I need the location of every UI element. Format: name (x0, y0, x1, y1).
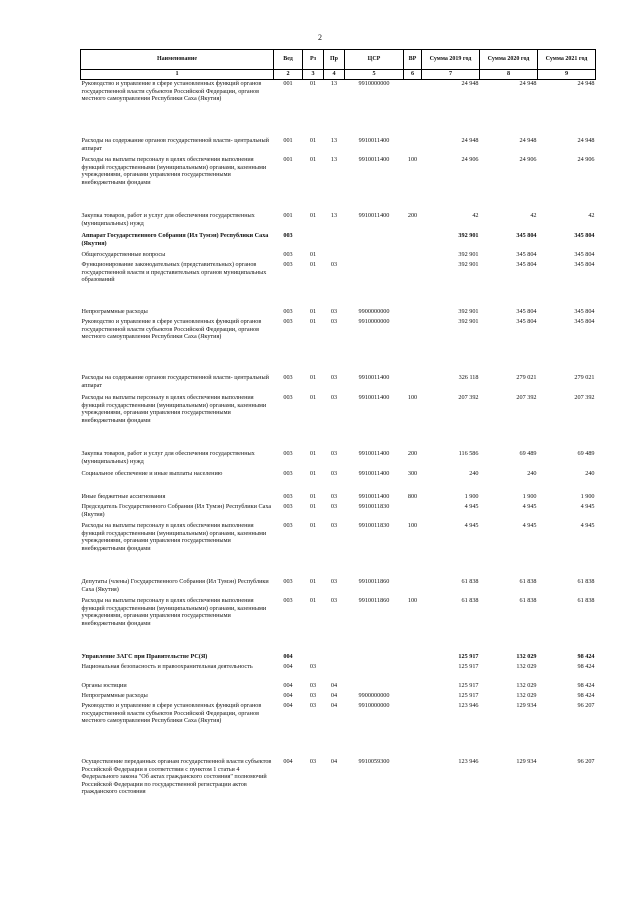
row-pr: 04 (330, 702, 338, 709)
row-vr (404, 251, 422, 261)
row-ved: 004 (283, 653, 293, 660)
row-rz: 03 (309, 692, 317, 699)
row-ved: 003 (283, 308, 293, 315)
column-number: 6 (404, 70, 422, 80)
row-sum-2019: 24 906 (461, 156, 479, 163)
row-ved: 004 (283, 692, 293, 699)
row-pr: 03 (330, 597, 338, 604)
row-pr: 13 (330, 137, 338, 144)
row-name: Закупка товаров, работ и услуг для обеспечения государственных (муниципальных) нужд (81, 212, 255, 227)
row-vr (404, 758, 422, 824)
row-sum-2021: 1 900 (580, 493, 595, 500)
column-number: 2 (274, 70, 303, 80)
row-sum-2019: 123 946 (458, 758, 479, 765)
row-sum-2020: 345 804 (516, 318, 537, 325)
row-name: Осуществление переданных органам государственной власти субъектов Российской Федерации в соответствии с пунктом 1 статьи 4 Федерального закона "Об актах гражданского состояния" полномочий Российской Федерации по государственной регистрации актов гражданского состояния (81, 758, 272, 796)
row-sum-2020: 132 029 (516, 653, 537, 660)
row-pr: 13 (330, 212, 338, 219)
row-rz: 01 (309, 251, 317, 258)
row-csr: 9910059300 (358, 758, 390, 765)
row-pr: 13 (330, 80, 338, 87)
row-rz: 03 (309, 682, 317, 689)
row-rz: 03 (309, 702, 317, 709)
row-pr: 03 (330, 470, 338, 477)
row-name: Непрограммные расходы (81, 692, 148, 699)
header-csr: ЦСР (345, 50, 404, 70)
row-sum-2021: 345 804 (574, 232, 595, 239)
row-vr (404, 503, 422, 522)
table-row (81, 80, 596, 138)
row-sum-2021: 61 838 (577, 597, 595, 604)
row-csr: 9910000000 (358, 318, 390, 325)
table-row (81, 318, 596, 374)
row-pr: 03 (330, 503, 338, 510)
column-number-row (81, 70, 596, 80)
table-row (81, 374, 596, 394)
page-number: 2 (318, 33, 322, 42)
row-sum-2020: 345 804 (516, 261, 537, 268)
row-sum-2020: 4 945 (522, 503, 537, 510)
row-sum-2019: 125 917 (458, 663, 479, 670)
row-ved: 001 (283, 156, 293, 163)
row-vr (404, 261, 422, 308)
row-name: Органы юстиции (81, 682, 127, 689)
row-sum-2020: 61 838 (519, 597, 537, 604)
row-ved: 003 (283, 522, 293, 529)
row-pr: 04 (330, 692, 338, 699)
row-sum-2021: 24 906 (577, 156, 595, 163)
header-rz: Рз (303, 50, 324, 70)
row-ved: 003 (283, 232, 293, 239)
row-sum-2019: 24 948 (461, 137, 479, 144)
header-sum-2019: Сумма 2019 год (422, 50, 480, 70)
header-pr: Пр (324, 50, 345, 70)
table-row (81, 663, 596, 682)
row-vr (404, 374, 422, 394)
row-csr (345, 232, 404, 251)
row-sum-2019: 125 917 (458, 692, 479, 699)
row-csr: 9910011860 (358, 597, 390, 604)
column-number: 7 (422, 70, 480, 80)
table-row (81, 261, 596, 308)
row-sum-2020: 129 934 (516, 758, 537, 765)
row-vr: 100 (407, 597, 418, 604)
row-csr: 9910011830 (358, 522, 390, 529)
row-vr (404, 232, 422, 251)
row-rz: 01 (309, 394, 317, 401)
row-name: Национальная безопасность и правоохранительная деятельность (81, 663, 253, 670)
table-row (81, 597, 596, 653)
row-sum-2021: 4 945 (580, 522, 595, 529)
row-sum-2021: 240 (585, 470, 595, 477)
row-sum-2019: 61 838 (461, 578, 479, 585)
row-pr: 03 (330, 374, 338, 381)
table-row (81, 470, 596, 493)
row-rz: 01 (309, 503, 317, 510)
row-ved: 003 (283, 578, 293, 585)
table-row (81, 578, 596, 597)
row-pr (324, 232, 345, 251)
row-sum-2020: 61 838 (519, 578, 537, 585)
row-sum-2020: 207 392 (516, 394, 537, 401)
row-sum-2020: 4 945 (522, 522, 537, 529)
row-csr (345, 261, 404, 308)
row-csr: 9910011400 (358, 450, 390, 457)
row-sum-2020: 24 948 (519, 80, 537, 87)
row-sum-2020: 69 489 (519, 450, 537, 457)
header-ved: Вед (274, 50, 303, 70)
table-row (81, 692, 596, 702)
row-vr: 800 (407, 493, 418, 500)
row-ved: 004 (283, 702, 293, 709)
table-row (81, 653, 596, 663)
table-row (81, 758, 596, 824)
row-csr: 9910011860 (358, 578, 390, 585)
row-rz: 01 (309, 318, 317, 325)
row-name: Руководство и управление в сфере установленных функций органов государственной власти субъектов Российской Федерации, органов местного самоуправления Республики Саха (Якутия) (81, 80, 262, 103)
row-rz: 01 (309, 308, 317, 315)
header-name: Наименование (81, 50, 274, 70)
row-sum-2020: 129 934 (516, 702, 537, 709)
row-rz: 01 (309, 578, 317, 585)
column-number: 3 (303, 70, 324, 80)
row-name: Председатель Государственного Собрания (Ил Тумэн) Республики Саха (Якутия) (81, 503, 272, 518)
row-sum-2021: 96 207 (577, 758, 595, 765)
row-vr (404, 702, 422, 758)
column-number: 4 (324, 70, 345, 80)
row-csr: 9910011400 (358, 493, 390, 500)
row-name: Социальное обеспечение и иные выплаты населению (81, 470, 223, 477)
row-pr (324, 653, 345, 663)
table-row (81, 522, 596, 578)
row-ved: 003 (283, 394, 293, 401)
row-sum-2021: 4 945 (580, 503, 595, 510)
row-csr (345, 251, 404, 261)
row-sum-2019: 4 945 (464, 522, 479, 529)
row-csr: 9910011400 (358, 470, 390, 477)
row-rz: 01 (309, 493, 317, 500)
row-sum-2019: 125 917 (458, 653, 479, 660)
row-name: Расходы на выплаты персоналу в целях обеспечения выполнения функций государственными (муниципальными) органами, казенными учреждениями, органами управления государственными внебюджетными фондами (81, 522, 267, 552)
row-sum-2019: 61 838 (461, 597, 479, 604)
row-sum-2019: 240 (469, 470, 479, 477)
row-csr: 9900000000 (358, 308, 390, 315)
row-name: Иные бюджетные ассигнования (81, 493, 166, 500)
row-sum-2020: 42 (530, 212, 537, 219)
row-name: Общегосударственные вопросы (81, 251, 166, 258)
column-number: 9 (538, 70, 596, 80)
row-sum-2021: 98 424 (577, 692, 595, 699)
row-vr (404, 663, 422, 682)
row-sum-2019: 24 948 (461, 80, 479, 87)
header-sum-2021: Сумма 2021 год (538, 50, 596, 70)
row-ved: 003 (283, 493, 293, 500)
row-rz: 01 (309, 597, 317, 604)
row-sum-2019: 392 901 (458, 308, 479, 315)
row-sum-2021: 69 489 (577, 450, 595, 457)
row-csr: 9900000000 (358, 692, 390, 699)
row-name: Руководство и управление в сфере установленных функций органов государственной власти субъектов Российской Федерации, органов местного самоуправления Республики Саха (Якутия) (81, 702, 262, 725)
row-name: Расходы на содержание органов государственной власти- центральный аппарат (81, 374, 269, 389)
header-row (81, 50, 596, 70)
row-pr: 04 (330, 758, 338, 765)
row-ved: 001 (283, 212, 293, 219)
table-row (81, 137, 596, 156)
row-pr: 03 (330, 308, 338, 315)
row-ved: 001 (283, 137, 293, 144)
row-rz: 01 (309, 137, 317, 144)
row-sum-2019: 42 (472, 212, 479, 219)
row-rz: 01 (309, 374, 317, 381)
row-pr (324, 251, 345, 261)
row-name: Аппарат Государственного Собрания (Ил Тумэн) Республики Саха (Якутия) (81, 232, 269, 247)
row-rz (303, 653, 324, 663)
column-number: 5 (345, 70, 404, 80)
table-row (81, 682, 596, 692)
row-ved: 003 (283, 470, 293, 477)
table-row (81, 251, 596, 261)
row-csr: 9910011400 (358, 137, 390, 144)
row-ved: 003 (283, 450, 293, 457)
row-csr: 9910011400 (358, 374, 390, 381)
row-vr: 300 (407, 470, 418, 477)
row-csr (345, 663, 404, 682)
row-sum-2020: 24 948 (519, 137, 537, 144)
table-row (81, 232, 596, 251)
column-number: 1 (81, 70, 274, 80)
row-ved: 004 (283, 682, 293, 689)
row-sum-2019: 207 392 (458, 394, 479, 401)
row-csr: 9910000000 (358, 80, 390, 87)
header-vr: ВР (404, 50, 422, 70)
row-sum-2019: 116 586 (458, 450, 479, 457)
row-pr: 03 (330, 394, 338, 401)
table-row (81, 450, 596, 470)
row-name: Непрограммные расходы (81, 308, 148, 315)
row-vr (404, 137, 422, 156)
row-sum-2021: 42 (588, 212, 595, 219)
row-csr (345, 653, 404, 663)
row-pr (324, 663, 345, 682)
row-vr: 100 (407, 522, 418, 529)
row-sum-2020: 132 029 (516, 663, 537, 670)
row-sum-2019: 392 901 (458, 232, 479, 239)
row-csr: 9910011400 (358, 394, 390, 401)
row-pr: 03 (330, 522, 338, 529)
row-pr: 03 (330, 578, 338, 585)
row-ved: 004 (283, 663, 293, 670)
row-pr: 03 (330, 318, 338, 325)
row-rz: 01 (309, 80, 317, 87)
row-rz (303, 232, 324, 251)
row-sum-2021: 24 948 (577, 137, 595, 144)
row-ved: 003 (283, 597, 293, 604)
row-pr: 03 (330, 493, 338, 500)
row-sum-2019: 392 901 (458, 261, 479, 268)
row-vr (404, 692, 422, 702)
row-vr (404, 80, 422, 138)
row-sum-2021: 207 392 (574, 394, 595, 401)
row-ved: 003 (283, 318, 293, 325)
table-row (81, 702, 596, 758)
table-row (81, 308, 596, 318)
column-number: 8 (480, 70, 538, 80)
row-name: Расходы на выплаты персоналу в целях обеспечения выполнения функций государственными (муниципальными) органами, казенными учреждениями, органами управления государственными внебюджетными фондами (81, 394, 267, 424)
row-pr: 03 (330, 261, 338, 268)
row-vr (404, 318, 422, 374)
row-sum-2020: 345 804 (516, 232, 537, 239)
table-row (81, 394, 596, 450)
row-sum-2019: 326 118 (458, 374, 479, 381)
row-sum-2019: 123 946 (458, 702, 479, 709)
row-rz: 01 (309, 522, 317, 529)
row-vr: 100 (407, 394, 418, 401)
row-sum-2021: 345 804 (574, 308, 595, 315)
row-sum-2020: 279 021 (516, 374, 537, 381)
row-ved: 001 (283, 80, 293, 87)
row-sum-2019: 4 945 (464, 503, 479, 510)
row-sum-2020: 132 029 (516, 682, 537, 689)
row-vr (404, 308, 422, 318)
budget-table (80, 49, 596, 824)
row-name: Расходы на выплаты персоналу в целях обеспечения выполнения функций государственными (муниципальными) органами, казенными учреждениями, органами управления государственными внебюджетными фондами (81, 597, 267, 627)
row-sum-2021: 98 424 (577, 663, 595, 670)
row-sum-2020: 132 029 (516, 692, 537, 699)
row-ved: 003 (283, 503, 293, 510)
row-ved: 004 (283, 758, 293, 765)
row-rz: 01 (309, 261, 317, 268)
row-sum-2020: 24 906 (519, 156, 537, 163)
row-vr: 200 (407, 212, 418, 219)
header-sum-2020: Сумма 2020 год (480, 50, 538, 70)
row-sum-2019: 125 917 (458, 682, 479, 689)
row-ved: 003 (283, 374, 293, 381)
row-ved: 003 (283, 261, 293, 268)
row-name: Руководство и управление в сфере установленных функций органов государственной власти субъектов Российской Федерации, органов местного самоуправления Республики Саха (Якутия) (81, 318, 262, 341)
row-csr (345, 682, 404, 692)
row-sum-2020: 345 804 (516, 251, 537, 258)
row-name: Закупка товаров, работ и услуг для обеспечения государственных (муниципальных) нужд (81, 450, 255, 465)
row-name: Функционирование законодательных (представительных) органов государственной власти и представительных органов муниципальных образований (81, 261, 267, 284)
row-vr (404, 682, 422, 692)
row-csr: 9910000000 (358, 702, 390, 709)
row-sum-2020: 240 (527, 470, 537, 477)
row-ved: 003 (283, 251, 293, 258)
row-csr: 9910011830 (358, 503, 390, 510)
row-name: Управление ЗАГС при Правительстве РС(Я) (81, 653, 208, 660)
row-vr: 100 (407, 156, 418, 163)
row-vr (404, 578, 422, 597)
table-row (81, 156, 596, 212)
row-csr: 9910011400 (358, 156, 390, 163)
row-sum-2021: 61 838 (577, 578, 595, 585)
row-sum-2021: 96 207 (577, 702, 595, 709)
row-sum-2021: 345 804 (574, 261, 595, 268)
row-rz: 03 (309, 663, 317, 670)
row-rz: 01 (309, 156, 317, 163)
row-csr: 9910011400 (358, 212, 390, 219)
row-rz: 01 (309, 470, 317, 477)
row-pr: 03 (330, 450, 338, 457)
row-vr: 200 (407, 450, 418, 457)
row-rz: 01 (309, 212, 317, 219)
row-sum-2021: 279 021 (574, 374, 595, 381)
row-sum-2019: 1 900 (464, 493, 479, 500)
row-name: Расходы на выплаты персоналу в целях обеспечения выполнения функций государственными (муниципальными) органами, казенными учреждениями, органами управления государственными внебюджетными фондами (81, 156, 267, 186)
row-sum-2021: 345 804 (574, 251, 595, 258)
row-rz: 03 (309, 758, 317, 765)
row-name: Расходы на содержание органов государственной власти- центральный аппарат (81, 137, 269, 152)
row-sum-2021: 345 804 (574, 318, 595, 325)
table-row (81, 212, 596, 232)
row-rz: 01 (309, 450, 317, 457)
row-sum-2019: 392 901 (458, 318, 479, 325)
row-sum-2021: 24 948 (577, 80, 595, 87)
row-vr (404, 653, 422, 663)
row-sum-2020: 345 804 (516, 308, 537, 315)
row-name: Депутаты (члены) Государственного Собрания (Ил Тумэн) Республики Саха (Якутия) (81, 578, 269, 593)
row-sum-2021: 98 424 (577, 682, 595, 689)
row-sum-2019: 392 901 (458, 251, 479, 258)
table-row (81, 493, 596, 503)
table-row (81, 503, 596, 522)
row-pr: 04 (330, 682, 338, 689)
row-sum-2020: 1 900 (522, 493, 537, 500)
row-pr: 13 (330, 156, 338, 163)
row-sum-2021: 98 424 (577, 653, 595, 660)
